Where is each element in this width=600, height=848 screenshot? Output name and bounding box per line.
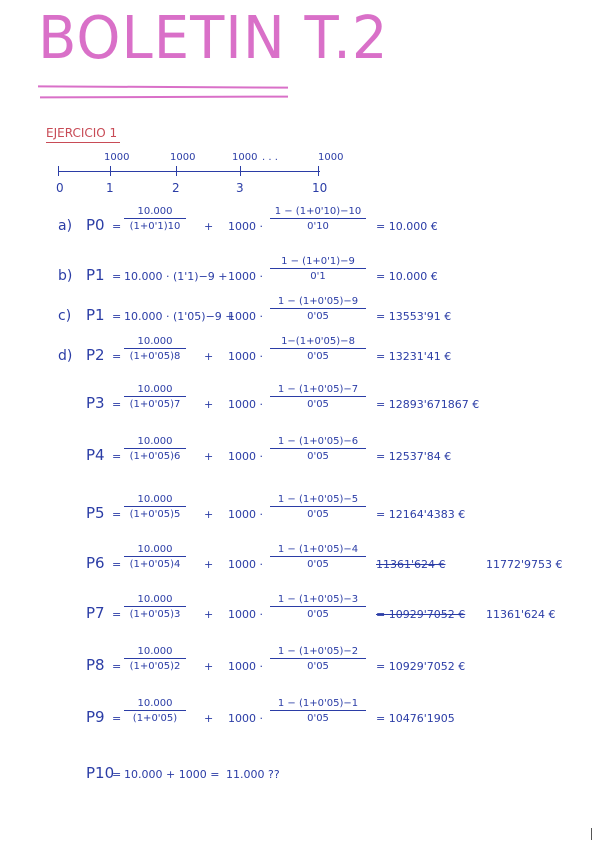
fraction-numerator: 10.000 [124,206,186,219]
equals-sign: = [112,220,122,233]
equals-sign: = [112,768,122,781]
annuity-fraction [270,296,366,322]
equals-sign: = [112,450,122,463]
equals-sign: = [112,660,122,673]
fraction-denominator: (1+0'05)5 [129,509,181,520]
annuity-fraction [270,384,366,410]
fraction-denominator: (1+0'1)10 [129,221,181,232]
annuity-coefficient: 1000 · [228,558,263,571]
discount-fraction [124,698,186,724]
annuity-coefficient: 1000 · [228,660,263,673]
annuity-coefficient: 1000 · [228,270,263,283]
annuity-fraction [270,336,366,362]
result-value: = 10929'7052 € [376,608,466,621]
number-line-axis [58,171,320,172]
annuity-coefficient: 1000 · [228,220,263,233]
fraction-numerator: 1 − (1+0'05)−7 [270,384,366,397]
cashflow-label: 1000 [232,152,258,163]
discount-fraction [124,436,186,462]
number-line-tick [176,166,177,176]
result-value: = 10476'1905 [376,712,455,725]
annuity-fraction [270,544,366,570]
item-label: a) [58,218,73,234]
result-value: = 13231'41 € [376,350,452,363]
annuity-fraction [270,494,366,520]
cashflow-label: 1000 [318,152,344,163]
fraction-denominator: (1+0'05)7 [129,399,181,410]
fraction-numerator: 10.000 [124,594,186,607]
result-value: = 12537'84 € [376,450,452,463]
fraction-denominator: 0'05 [307,399,329,410]
number-line-tick [240,166,241,176]
cashflow-label: 1000 [170,152,196,163]
discount-fraction [124,336,186,362]
corrected-result-value: 11361'624 € [486,608,556,621]
exercise-underline [46,142,120,143]
annuity-fraction [270,256,366,282]
period-label: 1 [106,181,114,195]
present-value-symbol: P8 [86,656,105,674]
equals-sign: = [112,350,122,363]
result-value: 11361'624 € [376,558,446,571]
fraction-denominator: 0'05 [307,351,329,362]
fraction-denominator: (1+0'05)3 [129,609,181,620]
fraction-denominator: 0'10 [307,221,329,232]
equals-sign: = [112,608,122,621]
fraction-denominator: (1+0'05)4 [129,559,181,570]
discount-fraction [124,594,186,620]
plus-sign: + [204,450,214,463]
result-value: = 12893'671867 € [376,398,480,411]
present-value-symbol: P10 [86,764,115,782]
present-value-symbol: P5 [86,504,105,522]
present-value-symbol: P6 [86,554,105,572]
discount-fraction [124,494,186,520]
discount-fraction [124,646,186,672]
title-underline [38,85,288,88]
fraction-numerator: 10.000 [124,544,186,557]
equals-sign: = [112,712,122,725]
plus-sign: + [204,398,214,411]
fraction-numerator: 1 − (1+0'1)−9 [270,256,366,269]
result-value: 11.000 ?? [226,768,280,781]
annuity-coefficient: 1000 · [228,450,263,463]
result-value: = 13553'91 € [376,310,452,323]
fraction-numerator: 10.000 [124,384,186,397]
fraction-denominator: (1+0'05)8 [129,351,181,362]
item-label: d) [58,348,73,364]
plus-sign: + [204,608,214,621]
annuity-fraction [270,436,366,462]
fraction-denominator: 0'05 [307,559,329,570]
fraction-numerator: 1 − (1+0'05)−3 [270,594,366,607]
annuity-coefficient: 1000 · [228,350,263,363]
fraction-numerator: 10.000 [124,436,186,449]
cashflow-ellipsis: . . . [262,152,278,163]
page-title: BOLETIN T.2 [38,4,389,73]
annuity-fraction [270,646,366,672]
fraction-numerator: 1 − (1+0'05)−5 [270,494,366,507]
plus-sign: + [204,712,214,725]
fraction-numerator: 1 − (1+0'10)−10 [270,206,366,219]
fraction-denominator: 0'05 [307,609,329,620]
present-value-symbol: P3 [86,394,105,412]
fraction-denominator: 0'05 [307,661,329,672]
discount-fraction [124,544,186,570]
period-label: 2 [172,181,180,195]
annuity-coefficient: 1000 · [228,712,263,725]
fraction-numerator: 1 − (1+0'05)−4 [270,544,366,557]
expression-text: 10.000 + 1000 = [124,768,220,781]
cashflow-label: 1000 [104,152,130,163]
fraction-numerator: 10.000 [124,336,186,349]
equals-sign: = [112,508,122,521]
fraction-numerator: 1 − (1+0'05)−9 [270,296,366,309]
present-value-symbol: P1 [86,306,105,324]
result-value: = 12164'4383 € [376,508,466,521]
annuity-coefficient: 1000 · [228,398,263,411]
result-value: = 10.000 € [376,220,438,233]
present-value-symbol: P1 [86,266,105,284]
margin-mark [591,828,592,840]
fraction-denominator: 0'05 [307,451,329,462]
plus-sign: + [204,660,214,673]
number-line-tick [110,166,111,176]
present-value-symbol: P2 [86,346,105,364]
equals-sign: = [112,558,122,571]
result-value: = 10.000 € [376,270,438,283]
annuity-coefficient: 1000 · [228,508,263,521]
annuity-coefficient: 1000 · [228,608,263,621]
fraction-numerator: 1−(1+0'05)−8 [270,336,366,349]
annuity-fraction [270,594,366,620]
equals-sign: = [112,310,122,323]
period-label: 10 [312,181,328,195]
fraction-denominator: (1+0'05)2 [129,661,181,672]
fraction-numerator: 10.000 [124,646,186,659]
exercise-label: EJERCICIO 1 [46,126,118,140]
fraction-denominator: 0'05 [307,509,329,520]
item-label: b) [58,268,73,284]
fraction-numerator: 1 − (1+0'05)−1 [270,698,366,711]
fraction-denominator: 0'1 [310,271,326,282]
fraction-denominator: (1+0'05)6 [129,451,181,462]
present-value-symbol: P0 [86,216,105,234]
plus-sign: + [204,350,214,363]
number-line-tick [58,166,59,176]
fraction-numerator: 1 − (1+0'05)−6 [270,436,366,449]
corrected-result-value: 11772'9753 € [486,558,563,571]
title-underline [40,96,288,99]
plus-sign: + [204,558,214,571]
plus-sign: + [204,220,214,233]
equals-sign: = [112,270,122,283]
fraction-numerator: 1 − (1+0'05)−2 [270,646,366,659]
expression-text: 10.000 · (1'1)−9 + [124,270,228,283]
item-label: c) [58,308,72,324]
result-value: = 10929'7052 € [376,660,466,673]
annuity-fraction [270,698,366,724]
equals-sign: = [112,398,122,411]
present-value-symbol: P4 [86,446,105,464]
annuity-coefficient: 1000 · [228,310,263,323]
fraction-denominator: (1+0'05) [132,713,178,724]
period-label: 3 [236,181,244,195]
discount-fraction [124,384,186,410]
fraction-denominator: 0'05 [307,311,329,322]
expression-text: 10.000 · (1'05)−9 + [124,310,235,323]
fraction-numerator: 10.000 [124,494,186,507]
present-value-symbol: P9 [86,708,105,726]
annuity-fraction [270,206,366,232]
period-label: 0 [56,181,64,195]
present-value-symbol: P7 [86,604,105,622]
fraction-denominator: 0'05 [307,713,329,724]
fraction-numerator: 10.000 [124,698,186,711]
plus-sign: + [204,508,214,521]
discount-fraction [124,206,186,232]
number-line-tick [318,166,319,176]
